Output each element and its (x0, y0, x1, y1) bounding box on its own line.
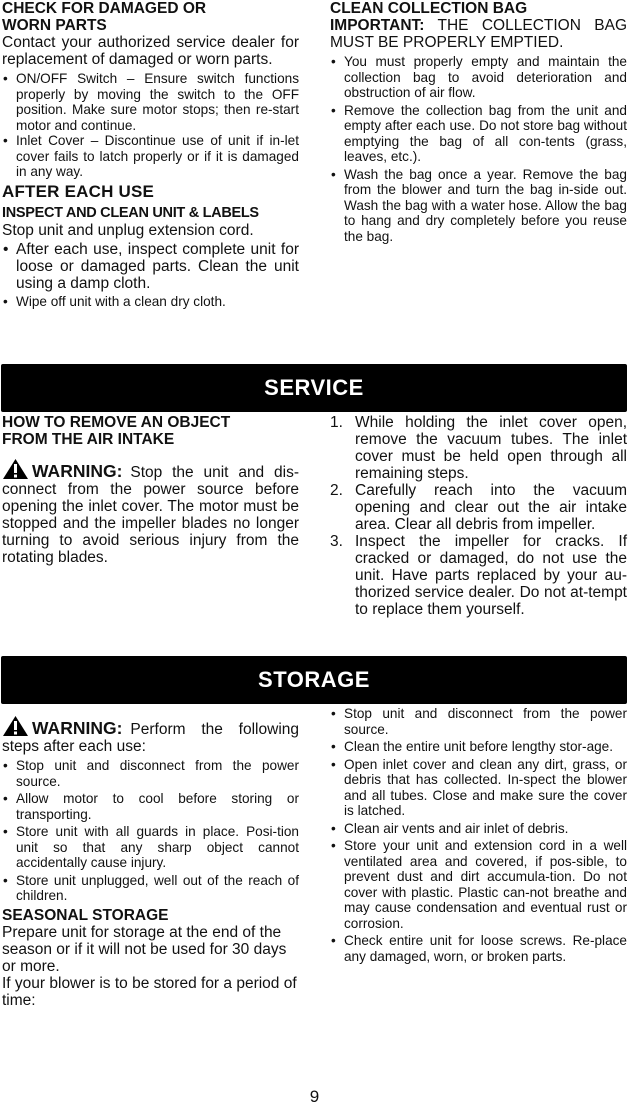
check-heading-line1: CHECK FOR DAMAGED OR (2, 0, 207, 17)
inspect-bullet-2: • Wipe off unit with a clean dry cloth. (2, 294, 299, 310)
service-step-3 (330, 533, 627, 618)
storage-left-bullet-3: • Store unit with all guards in place. Posi-tion unit so that any sharp object cannot accidentally cause injury. (2, 824, 299, 871)
check-heading (2, 0, 299, 34)
check-bullet-inlet: • Inlet Cover – Discontinue use of unit if in-let cover fails to latch properly or if it is damaged in any way. (2, 133, 299, 180)
inspect-bullets (2, 241, 299, 310)
check-heading-line2: WORN PARTS (2, 17, 107, 34)
storage-left-bullet-1: • Stop unit and disconnect from the power source. (2, 758, 299, 789)
storage-right-bullet-6: • Check entire unit for loose screws. Re-place any damaged, worn, or broken parts. (330, 933, 627, 964)
inspect-heading: INSPECT AND CLEAN UNIT & LABELS (2, 204, 259, 221)
service-steps (330, 414, 627, 618)
clean-bag-heading: CLEAN COLLECTION BAG (330, 0, 528, 17)
storage-right-column (330, 706, 627, 964)
storage-left-bullet-2: • Allow motor to cool before storing or transporting. (2, 791, 299, 822)
service-warning-label: WARNING: (32, 461, 123, 481)
storage-banner: STORAGE (1, 656, 627, 704)
remove-heading-line2: FROM THE AIR INTAKE (2, 431, 175, 448)
step-3-number: 3. (330, 533, 343, 550)
storage-right-bullet-2: • Clean the entire unit before lengthy stor-age. (330, 739, 627, 755)
service-warning-text: Stop the unit and dis-connect from the power source before opening the inlet cover. The motor must be stopped and the impeller blades no longer turning to avoid serious injury from the rotating blades. (2, 464, 299, 566)
inspect-text: Stop unit and unplug extension cord. (2, 221, 254, 239)
service-banner: SERVICE (1, 364, 627, 412)
storage-right-bullet-3: • Open inlet cover and clean any dirt, grass, or debris that has collected. In-spect the blower and all tubes. Close and make sure the cover is latched. (330, 757, 627, 819)
step-2-number: 2. (330, 482, 343, 499)
clean-bullet-2: • Remove the collection bag from the unit and empty after each use. Do not store bag without emptying the bag of all con-tents (grass, leaves, etc.). (330, 103, 627, 165)
service-step-1 (330, 414, 627, 482)
storage-left-column (2, 712, 299, 1009)
storage-warning-label: WARNING: (32, 718, 123, 738)
seasonal-text-1: Prepare unit for storage at the end of the season or if it will not be used for 30 days or more. (2, 923, 287, 975)
seasonal-storage-heading: SEASONAL STORAGE (2, 906, 169, 924)
storage-right-bullet-5: • Store your unit and extension cord in a well ventilated area and covered, if pos-sible, to prevent dust and dirt accumula-tion. Do not cover with plastic. Plastic can-not breathe and may cause condensation and eventual rust or corrosion. (330, 838, 627, 931)
storage-right-bullet-4: • Clean air vents and air inlet of debris. (330, 821, 627, 837)
left-top-column (2, 0, 299, 309)
service-step-2 (330, 482, 627, 533)
clean-bullets (330, 54, 627, 244)
check-text: Contact your authorized service dealer for replacement of damaged or worn parts. (2, 34, 299, 68)
seasonal-text-2: If your blower is to be stored for a period of time: (2, 974, 297, 1009)
check-bullets (2, 71, 299, 180)
service-left-column (2, 414, 299, 566)
warning-triangle-icon (2, 458, 29, 480)
page-number: 9 (309, 1087, 320, 1106)
important-text: THE COLLECTION BAG MUST BE PROPERLY EMPTIED. (330, 17, 627, 51)
service-right-column (330, 414, 627, 618)
storage-left-bullets (2, 758, 299, 904)
check-bullet-switch: • ON/OFF Switch – Ensure switch functions properly by moving the switch to the OFF position. Make sure motor stops; then re-start motor and continue. (2, 71, 299, 133)
important-notice (330, 17, 627, 51)
step-1-text: While holding the inlet cover open, remove the vacuum tubes. The inlet cover must be held open through all remaining steps. (355, 414, 627, 482)
storage-left-bullet-4: • Store unit unplugged, well out of the reach of children. (2, 873, 299, 904)
after-each-use-heading: AFTER EACH USE (2, 181, 155, 201)
warning-triangle-icon (2, 715, 29, 737)
storage-warning-text: Perform the following steps after each use: (2, 721, 299, 755)
step-2-text: Carefully reach into the vacuum opening and clear out the air intake area. Clear all debris from impeller. (355, 482, 627, 533)
inspect-bullet-1: • After each use, inspect complete unit for loose or damaged parts. Clean the unit using a damp cloth. (2, 241, 299, 292)
important-label: IMPORTANT: (330, 17, 425, 34)
storage-right-bullets (330, 706, 627, 964)
remove-heading-line1: HOW TO REMOVE AN OBJECT (2, 414, 231, 431)
right-top-column (330, 0, 627, 244)
step-1-number: 1. (330, 414, 343, 431)
storage-warning (2, 712, 299, 755)
storage-right-bullet-1: • Stop unit and disconnect from the power source. (330, 706, 627, 737)
remove-object-heading (2, 414, 299, 448)
clean-bullet-1: • You must properly empty and maintain the collection bag to avoid deterioration and obstruction of air flow. (330, 54, 627, 101)
service-warning (2, 455, 299, 566)
clean-bullet-3: • Wash the bag once a year. Remove the bag from the blower and turn the bag in-side out. Wash the bag with a water hose. Allow the bag to hang and dry completely before you reuse the bag. (330, 167, 627, 245)
step-3-text: Inspect the impeller for cracks. If cracked or damaged, do not use the unit. Have parts replaced by your au-thorized service dealer. Do not at-tempt to replace them yourself. (355, 533, 627, 618)
